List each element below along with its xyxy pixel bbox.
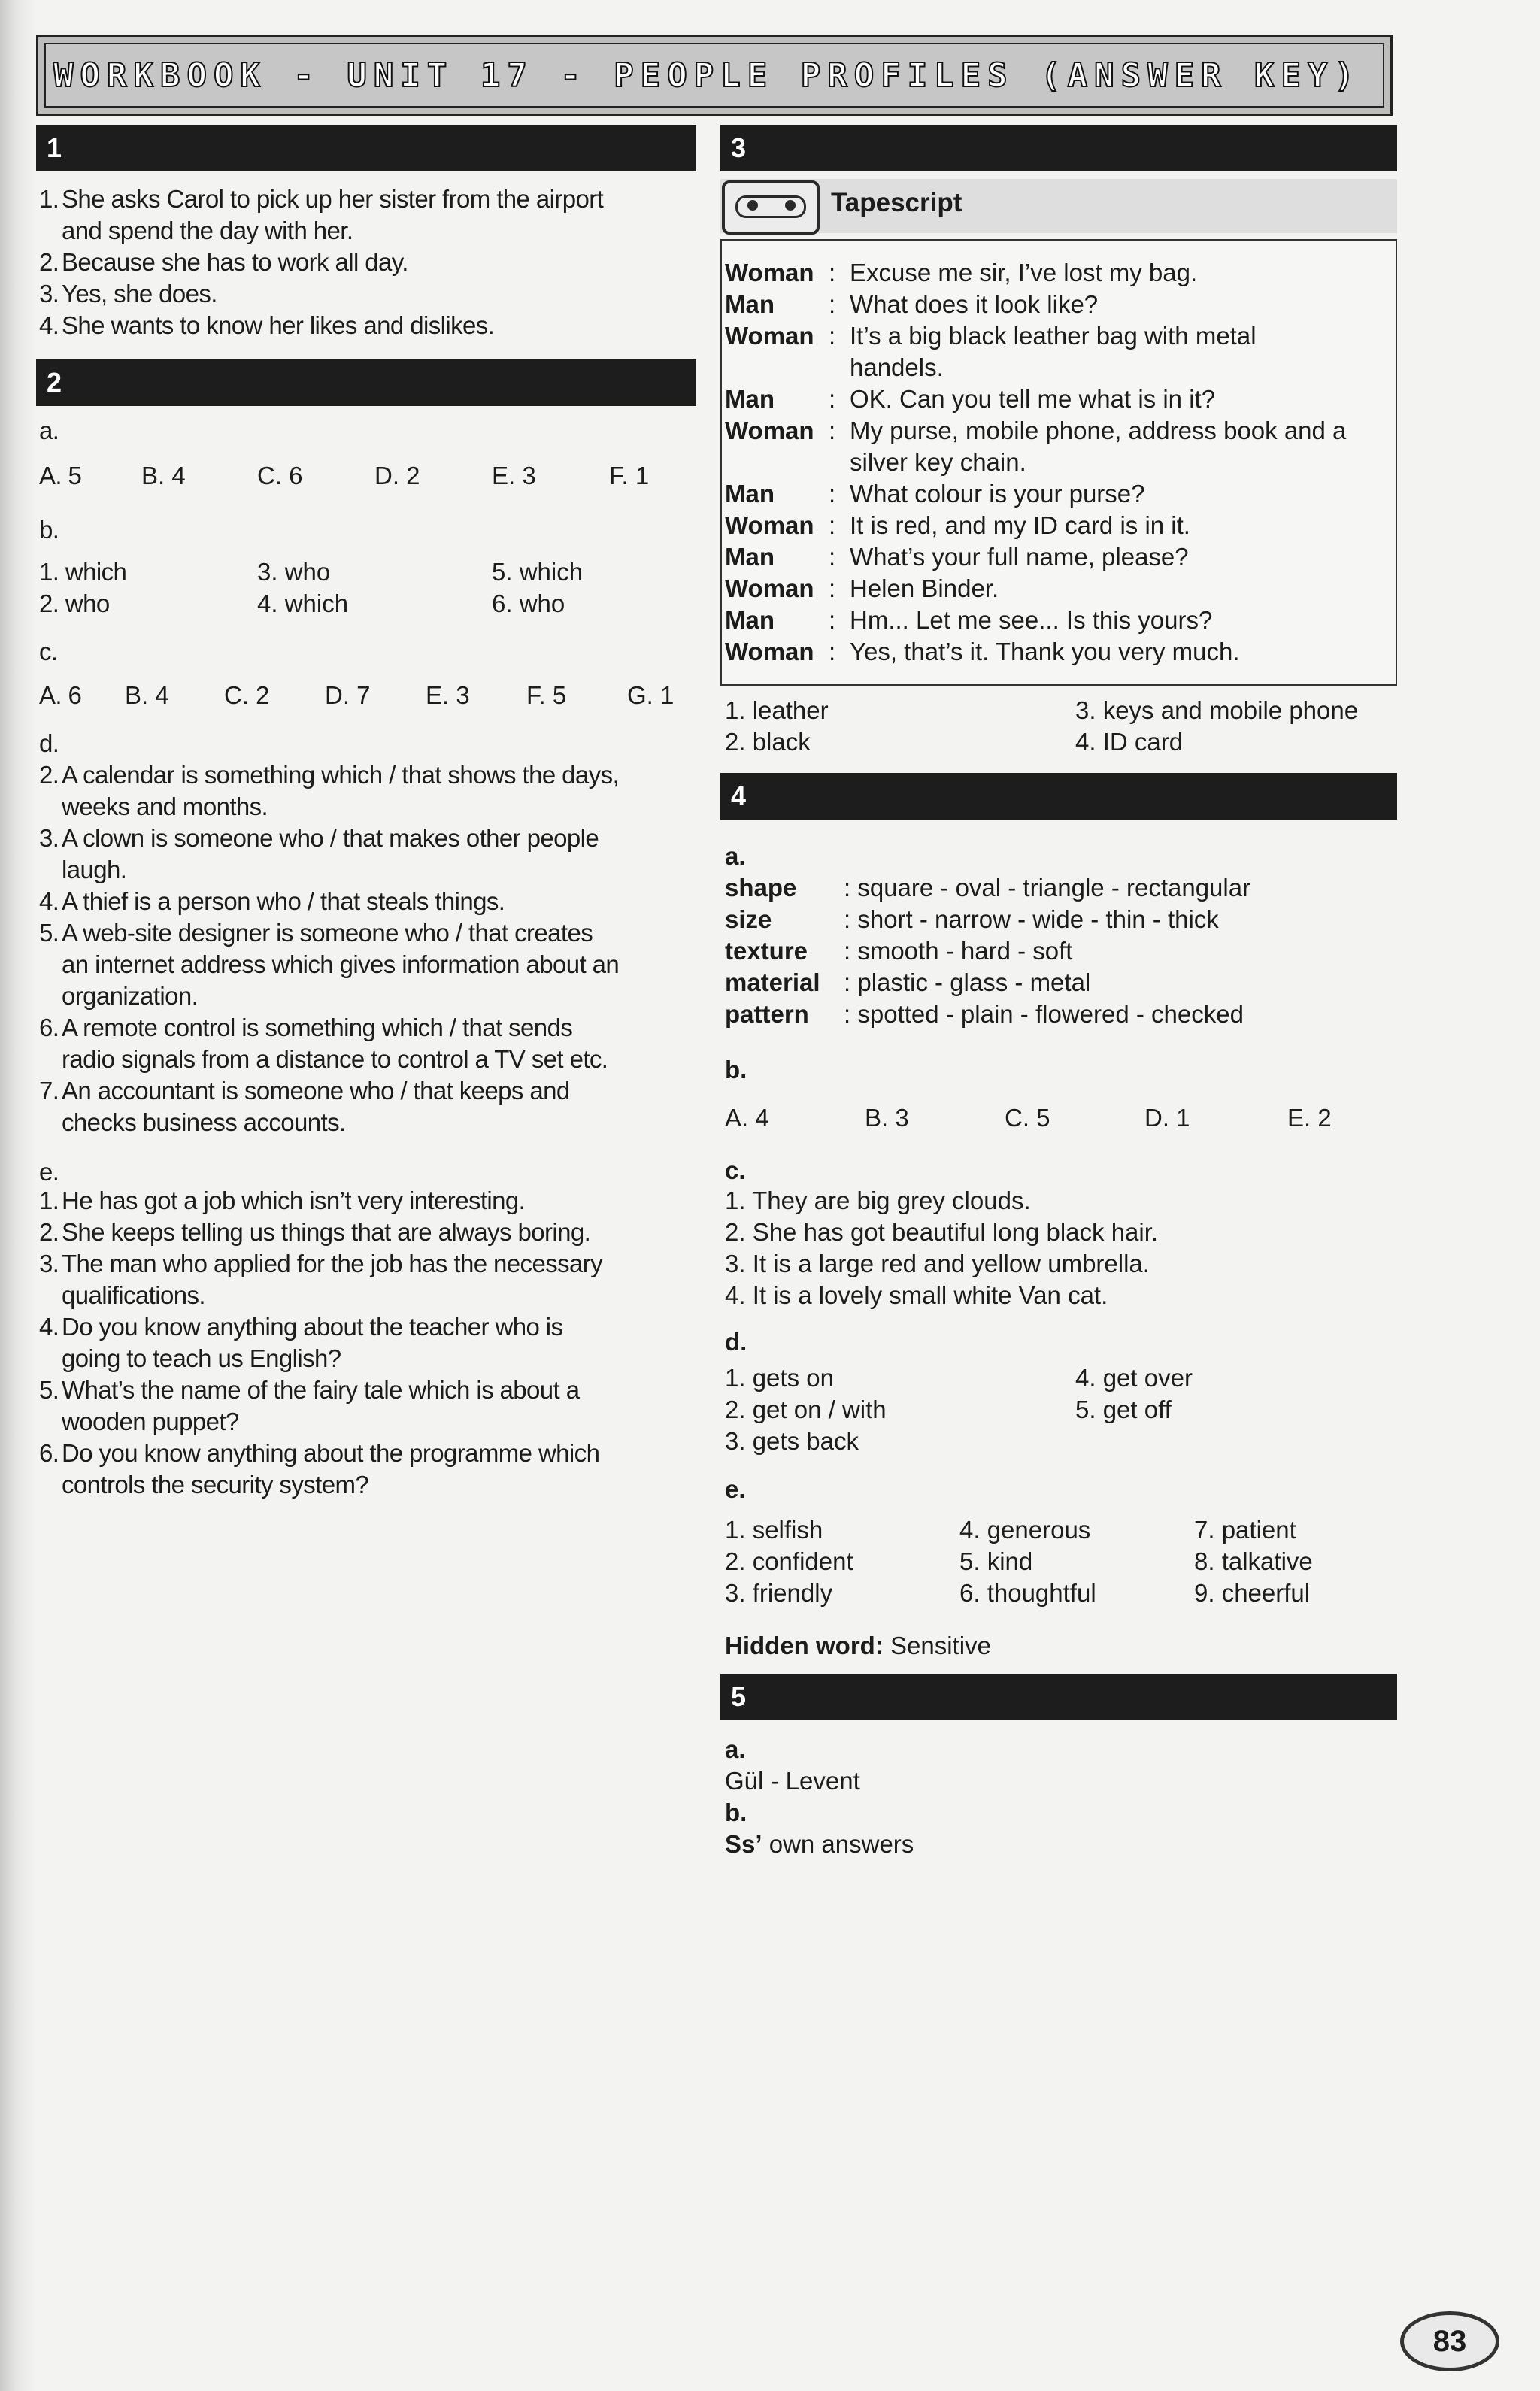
s5-a-label: a. [725,1735,746,1763]
s2-b-answer: 1. which [39,558,127,586]
s2-e-text: What’s the name of the fairy tale which is about a [62,1376,580,1404]
s2-b-answer: 6. who [492,589,565,617]
dialogue-line: What colour is your purse? [850,480,1145,508]
s4-a-term: size [725,905,772,933]
s2-e-text: He has got a job which isn’t very interesting. [62,1186,526,1214]
speaker: Woman [725,322,814,350]
dialogue-line: My purse, mobile phone, address book and a [850,417,1347,444]
s2-c-answer: E. 3 [426,681,470,709]
s2-e-text: The man who applied for the job has the necessary [62,1250,603,1277]
s5-a-answer: Gül - Levent [725,1767,860,1795]
tapescript-header [720,179,1397,233]
s4-a-def: : short - narrow - wide - thin - thick [844,905,1219,933]
s2-e-text: qualifications. [62,1281,205,1309]
dialogue-line-cont: handels. [850,353,944,381]
speaker: Woman [725,638,814,665]
s1-item-2-num: 2. [39,248,59,276]
s2-a-answer: B. 4 [141,462,186,489]
s2-d-text: A calendar is something which / that shows the days, [62,761,620,789]
s2-d-text: A remote control is something which / that sends [62,1014,573,1041]
s2-e-text: She keeps telling us things that are always boring. [62,1218,591,1246]
s2-a-answer: D. 2 [374,462,420,489]
s2-b-answer: 2. who [39,589,110,617]
dialogue-line: What does it look like? [850,290,1099,318]
s4-e-answer: 8. talkative [1194,1547,1313,1575]
s3-answer: 3. keys and mobile phone [1075,696,1359,724]
s1-item-4-num: 4. [39,311,59,339]
speaker: Woman [725,511,814,539]
s2-a-answer: E. 3 [492,462,536,489]
s4-b-label: b. [725,1056,747,1083]
hidden-word-value: Sensitive [883,1632,991,1659]
s4-b-answer: C. 5 [1005,1104,1050,1132]
s1-item-3-num: 3. [39,280,59,308]
s2-d-num: 4. [39,887,59,915]
s4-d-label: d. [725,1328,747,1356]
s4-c-answer: 1. They are big grey clouds. [725,1186,1031,1214]
s5-b-rest: own answers [762,1830,914,1858]
section-4-bar [720,773,1397,820]
s2-d-num: 2. [39,761,59,789]
s4-e-answer: 5. kind [959,1547,1033,1575]
s4-a-term: shape [725,874,797,902]
s2-d-text: radio signals from a distance to control a TV set etc. [62,1045,608,1073]
s2-c-answer: C. 2 [224,681,270,709]
s4-d-answer: 3. gets back [725,1427,859,1455]
section-5-number: 5 [731,1681,747,1712]
dialogue-line: What’s your full name, please? [850,543,1189,571]
page: WORKBOOK - UNIT 17 - PEOPLE PROFILES (ANSWER KEY) 1 1. She asks Carol to pick up her sister from the airport and spend the day with her. 2. Because she has to work all day. 3. Yes, she does. 4. She wants to know her likes and dislikes. 2 a. A. 5 B. 4 C. 6 D. 2 E. 3 F. 1 b. 1. which 3. who 5. which 2. who 4. which 6. who c. A. 6 B. 4 C. 2 D. 7 E. 3 F. 5 G. 1 d. 2. A calendar is something which / that shows the days, weeks and months. 3. A clown is someone who / that makes other people laugh. 4. A thief is a person who / that steals things. 5. A web-site designer is someone who / that creates an internet address which gives information about an organization. 6. A remote control is something which / that sends radio signals from a distance to control a TV set etc. 7. An accountant is someone who / that keeps and checks business accounts. e. 1. He has got a job which isn’t very interesting. 2. She keeps telling us things that are always boring. 3. The man who applied for the job has the necessary qualifications. 4. Do you know anything about the teacher who is going to teach us English? 5. What’s the name of the fairy tale which is about a wooden puppet? 6. Do you know anything about the programme which controls the security system? 3 Tapescript Woman : Excuse me sir, I’ve lost my bag. Man : What does it look like? Woman : It’s a big black leather bag with metal handels. Man : OK. Can you tell me what is in it? Woman : My purse, mobile phone, address book and a silver key chain. Man : What colour is your purse? Woman : It is red, and my ID card is in it. Man : What’s your full name, please? Woman : Helen Binder. Man : Hm... Let me see... Is this yours? Woman : Yes, that’s it. Thank you very much. 1. leather 3. keys and mobile phone 2. black 4. ID card 4 a. shape : square - oval - triangle - rectangular size : short - narrow - wide - thin - thick texture : smooth - hard - soft material : plastic - glass - metal pattern : spotted - plain - flowered - checked b. A. 4 B. 3 C. 5 D. 1 E. 2 c. 1. They are big grey clouds. 2. She has got beautiful long black hair. 3. It is a large red and yellow umbrella. 4. It is a lovely small white Van cat. d. 1. gets on 4. get over 2. get on / with 5. get off 3. gets back e. 1. selfish 4. generous 7. patient 2. confident 5. kind 8. talkative 3. friendly 6. thoughtful 9. cheerful Hidden word: Sensitive 5 a. Gül - Levent b. Ss’ own answers 83 [0,0,1540,2391]
dialogue-line-cont: silver key chain. [850,448,1026,476]
s1-item-1-num: 1. [39,185,59,213]
s4-a-label: a. [725,842,746,870]
speaker: Man [725,606,775,634]
s2-b-answer: 4. which [257,589,349,617]
s4-d-answer: 1. gets on [725,1364,834,1392]
page-number: 83 [1400,2311,1499,2371]
s2-d-text: checks business accounts. [62,1108,346,1136]
s2-b-answer: 5. which [492,558,584,586]
s2-d-text: An accountant is someone who / that keeps and [62,1077,570,1105]
s4-e-answer: 2. confident [725,1547,853,1575]
section-1-number: 1 [47,132,62,163]
s1-item-3-text: Yes, she does. [62,280,217,308]
s2-c-label: c. [39,638,58,665]
s5-b-bold: Ss’ [725,1830,762,1858]
s2-b-label: b. [39,516,59,544]
s2-e-num: 4. [39,1313,59,1341]
section-5-bar [720,1674,1397,1720]
section-3-bar [720,125,1397,171]
s4-e-answer: 4. generous [959,1516,1091,1544]
s2-a-answer: F. 1 [609,462,650,489]
s5-b-answer [725,1829,914,1860]
s2-e-num: 1. [39,1186,59,1214]
cassette-icon [722,180,820,235]
hidden-word-label: Hidden word: [725,1632,884,1659]
s4-b-answer: D. 1 [1144,1104,1190,1132]
s2-e-num: 2. [39,1218,59,1246]
s2-d-text: A web-site designer is someone who / that creates [62,919,593,947]
s4-d-answer: 2. get on / with [725,1396,887,1423]
s4-a-term: pattern [725,1000,809,1028]
section-4-number: 4 [731,780,747,811]
s2-c-answer: G. 1 [627,681,675,709]
s4-c-answer: 2. She has got beautiful long black hair. [725,1218,1159,1246]
s2-d-text: organization. [62,982,199,1010]
s4-c-answer: 3. It is a large red and yellow umbrella. [725,1250,1150,1277]
s2-e-text: Do you know anything about the teacher who is [62,1313,563,1341]
s1-item-4-text: She wants to know her likes and dislikes. [62,311,495,339]
s2-d-text: A thief is a person who / that steals things. [62,887,505,915]
s2-d-text: A clown is someone who / that makes other people [62,824,599,852]
s4-c-answer: 4. It is a lovely small white Van cat. [725,1281,1108,1309]
s4-e-answer: 9. cheerful [1194,1579,1311,1607]
dialogue-line: Yes, that’s it. Thank you very much. [850,638,1240,665]
s2-d-label: d. [39,729,59,757]
hidden-word [725,1630,991,1662]
s2-c-answer: A. 6 [39,681,82,709]
s2-a-answer: C. 6 [257,462,303,489]
s2-d-text: laugh. [62,856,127,883]
s4-c-label: c. [725,1156,746,1184]
s4-e-answer: 7. patient [1194,1516,1296,1544]
s1-item-1-text: She asks Carol to pick up her sister from the airport [62,185,604,213]
s2-d-num: 5. [39,919,59,947]
dialogue-line: Excuse me sir, I’ve lost my bag. [850,259,1198,286]
s4-a-def: : smooth - hard - soft [844,937,1073,965]
s2-e-num: 6. [39,1439,59,1467]
dialogue-line: OK. Can you tell me what is in it? [850,385,1216,413]
s1-item-1-cont: and spend the day with her. [62,217,353,244]
s2-d-num: 6. [39,1014,59,1041]
s4-e-label: e. [725,1475,746,1503]
s2-e-num: 3. [39,1250,59,1277]
s2-d-text: weeks and months. [62,792,268,820]
s2-d-text: an internet address which gives information about an [62,950,620,978]
s2-b-answer: 3. who [257,558,331,586]
s2-a-label: a. [39,417,59,444]
s2-e-label: e. [39,1158,59,1186]
s2-e-text: controls the security system? [62,1471,369,1499]
dialogue-line: It’s a big black leather bag with metal [850,322,1257,350]
speaker: Man [725,480,775,508]
s4-a-def: : plastic - glass - metal [844,968,1091,996]
section-2-bar [36,359,696,406]
s2-c-answer: D. 7 [325,681,371,709]
s5-b-label: b. [725,1799,747,1826]
s2-e-text: wooden puppet? [62,1408,239,1435]
s4-a-def: : square - oval - triangle - rectangular [844,874,1251,902]
s2-a-answer: A. 5 [39,462,82,489]
s4-e-answer: 1. selfish [725,1516,823,1544]
s4-b-answer: A. 4 [725,1104,769,1132]
s2-e-text: Do you know anything about the programme which [62,1439,600,1467]
s4-e-answer: 6. thoughtful [959,1579,1096,1607]
s2-d-num: 7. [39,1077,59,1105]
s4-a-def: : spotted - plain - flowered - checked [844,1000,1244,1028]
header-banner [36,35,1393,116]
s3-answer: 4. ID card [1075,728,1184,756]
speaker: Woman [725,574,814,602]
header-banner-inner [44,43,1384,108]
speaker: Woman [725,259,814,286]
s4-a-term: material [725,968,820,996]
s4-b-answer: E. 2 [1287,1104,1332,1132]
speaker: Man [725,385,775,413]
s1-item-2-text: Because she has to work all day. [62,248,408,276]
s2-c-answer: F. 5 [526,681,567,709]
s2-c-answer: B. 4 [125,681,169,709]
speaker: Woman [725,417,814,444]
s3-answer: 2. black [725,728,811,756]
page-title: WORKBOOK - UNIT 17 - PEOPLE PROFILES (ANSWER KEY) [53,56,1362,95]
dialogue-line: Hm... Let me see... Is this yours? [850,606,1213,634]
s4-b-answer: B. 3 [865,1104,909,1132]
s4-a-term: texture [725,937,808,965]
dialogue-line: It is red, and my ID card is in it. [850,511,1190,539]
s2-e-text: going to teach us English? [62,1344,341,1372]
s4-d-answer: 4. get over [1075,1364,1193,1392]
speaker: Man [725,543,775,571]
section-3-number: 3 [731,132,747,163]
s2-d-num: 3. [39,824,59,852]
s2-e-num: 5. [39,1376,59,1404]
tapescript-title: Tapescript [831,188,962,217]
s4-d-answer: 5. get off [1075,1396,1172,1423]
s4-e-answer: 3. friendly [725,1579,833,1607]
section-1-bar [36,125,696,171]
s3-answer: 1. leather [725,696,829,724]
speaker: Man [725,290,775,318]
section-2-number: 2 [47,367,62,398]
dialogue-line: Helen Binder. [850,574,999,602]
